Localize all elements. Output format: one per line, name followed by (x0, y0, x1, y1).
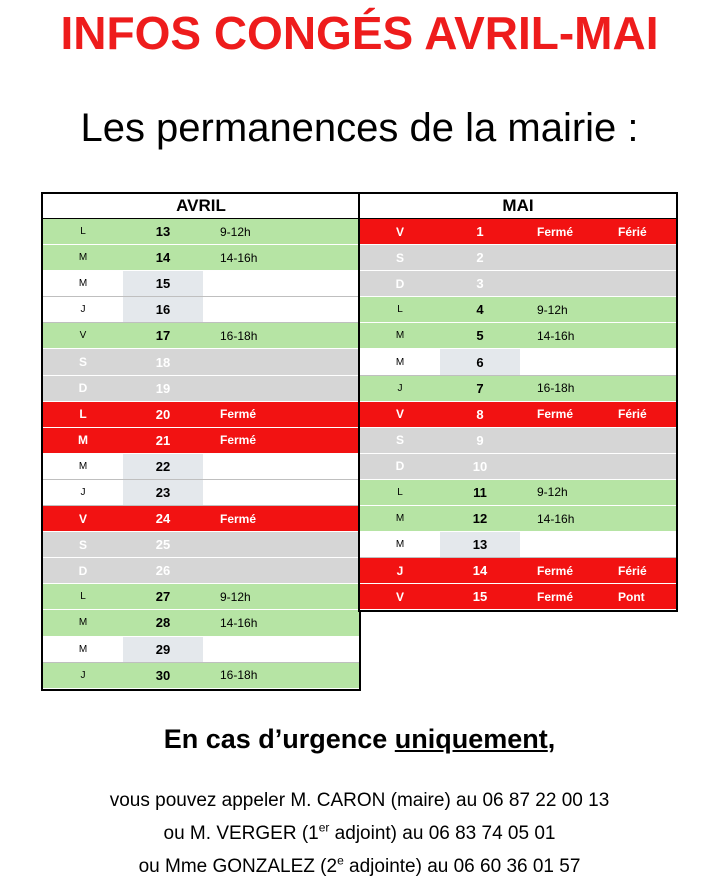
hours-cell (537, 245, 627, 270)
table-row (43, 558, 359, 584)
note-cell (301, 376, 357, 401)
date-cell: 23 (123, 480, 203, 505)
hours-cell: 9-12h (220, 224, 251, 239)
table-row (360, 454, 676, 480)
note-cell: Férié (618, 224, 647, 239)
hours-cell (220, 637, 310, 662)
table-header-avril: AVRIL (43, 194, 359, 219)
date-cell: 13 (155, 224, 171, 240)
table-row (43, 297, 359, 323)
note-cell (301, 454, 357, 479)
date-cell: 2 (476, 250, 484, 266)
note-cell (618, 480, 674, 505)
note-cell (301, 297, 357, 322)
note-cell: Férié (618, 407, 647, 422)
date-cell: 7 (476, 380, 484, 396)
note-cell (618, 376, 674, 401)
date-cell: 15 (123, 271, 203, 296)
table-row (360, 532, 676, 558)
note-cell (301, 637, 357, 662)
day-cell: D (395, 459, 405, 474)
day-cell: J (396, 563, 404, 578)
day-cell: M (395, 539, 405, 551)
table-row (43, 402, 359, 428)
note-cell (618, 323, 674, 348)
note-cell (618, 271, 674, 296)
date-cell: 28 (155, 615, 171, 631)
date-cell: 30 (155, 667, 171, 683)
date-cell: 9 (476, 432, 484, 448)
date-cell: 10 (472, 458, 488, 474)
table-row (43, 584, 359, 610)
day-cell: J (397, 382, 403, 394)
note-cell: Férié (618, 563, 647, 578)
note-cell (301, 245, 357, 270)
note-cell (618, 297, 674, 322)
note-cell (301, 349, 357, 374)
table-row (43, 480, 359, 506)
hours-cell (220, 558, 310, 583)
table-header-mai: MAI (360, 194, 676, 219)
day-cell: S (395, 433, 404, 448)
date-cell: 17 (155, 328, 171, 344)
hours-cell: 9-12h (220, 589, 251, 604)
note-cell (618, 532, 674, 557)
urgent-underlined: uniquement (394, 724, 548, 754)
note-cell (301, 610, 357, 635)
day-cell: M (78, 252, 88, 264)
date-cell: 22 (123, 454, 203, 479)
hours-cell (537, 271, 627, 296)
date-cell: 19 (155, 380, 171, 396)
note-cell (301, 402, 357, 427)
hours-cell: Fermé (220, 407, 257, 422)
hours-cell: Fermé (220, 433, 257, 448)
hours-cell (220, 480, 310, 505)
hours-cell: Fermé (537, 224, 574, 239)
date-cell: 25 (155, 537, 171, 553)
hours-cell: 14-16h (220, 250, 258, 265)
note-cell (301, 480, 357, 505)
date-cell: 15 (472, 589, 488, 605)
day-cell: J (80, 304, 86, 316)
table-rows-mai (360, 219, 676, 610)
table-row (43, 663, 359, 689)
hours-cell (537, 532, 627, 557)
contact-sup: e (337, 853, 344, 868)
day-cell: M (78, 643, 88, 655)
table-row (360, 245, 676, 271)
table-row (43, 219, 359, 245)
hours-cell (220, 349, 310, 374)
contact-text: ou M. VERGER (1 (163, 823, 319, 844)
page-subtitle: Les permanences de la mairie : (80, 106, 639, 150)
table-rows-avril (43, 219, 359, 689)
note-cell (301, 532, 357, 557)
table-row (43, 323, 359, 349)
table-row (43, 349, 359, 375)
day-cell: L (80, 591, 86, 603)
day-cell: V (79, 330, 87, 342)
day-cell: J (80, 486, 86, 498)
table-row (360, 584, 676, 610)
date-cell: 8 (476, 406, 484, 422)
note-cell (301, 271, 357, 296)
table-row (360, 428, 676, 454)
table-row (360, 219, 676, 245)
table-row (360, 349, 676, 375)
note-cell (301, 663, 357, 688)
day-cell: V (395, 589, 404, 604)
note-cell: Pont (618, 589, 645, 604)
hours-cell: Fermé (220, 511, 257, 526)
date-cell: 14 (472, 563, 488, 579)
day-cell: M (395, 513, 405, 525)
note-cell (301, 428, 357, 453)
date-cell: 20 (155, 406, 171, 422)
date-cell: 5 (476, 328, 484, 344)
day-cell: V (78, 511, 87, 526)
day-cell: S (78, 537, 87, 552)
hours-cell (220, 532, 310, 557)
hours-cell: 16-18h (537, 381, 575, 396)
note-cell (618, 506, 674, 531)
date-cell: 21 (155, 432, 171, 448)
hours-cell (220, 271, 310, 296)
day-cell: D (395, 276, 405, 291)
contact-text: adjointe) au 06 60 36 01 57 (343, 856, 581, 877)
day-cell: M (395, 330, 405, 342)
contact-line-2e-adjointe (0, 853, 719, 878)
date-cell: 16 (123, 297, 203, 322)
date-cell: 26 (155, 563, 171, 579)
date-cell: 6 (440, 349, 520, 374)
day-cell: M (78, 617, 88, 629)
hours-cell: 16-18h (220, 328, 258, 343)
day-cell: L (79, 407, 87, 422)
hours-cell: Fermé (537, 407, 574, 422)
page-title: INFOS CONGÉS AVRIL-MAI (60, 7, 659, 59)
table-row (43, 271, 359, 297)
table-row (360, 558, 676, 584)
date-cell: 29 (123, 637, 203, 662)
hours-cell: 14-16h (537, 511, 575, 526)
contact-sup: er (318, 820, 330, 835)
day-cell: M (395, 356, 405, 368)
table-row (360, 506, 676, 532)
date-cell: 11 (473, 484, 487, 500)
day-cell: V (395, 407, 404, 422)
hours-cell (220, 297, 310, 322)
table-row (43, 245, 359, 271)
date-cell: 27 (155, 589, 171, 605)
calendar-table-avril (41, 192, 361, 691)
note-cell (301, 584, 357, 609)
table-row (360, 480, 676, 506)
date-cell: 3 (476, 276, 484, 292)
table-row (360, 323, 676, 349)
hours-cell (220, 376, 310, 401)
contact-text: ou Mme GONZALEZ (2 (138, 856, 338, 877)
date-cell: 14 (155, 250, 171, 266)
date-cell: 13 (440, 532, 520, 557)
date-cell: 24 (155, 511, 171, 527)
contact-line-1er-adjoint (0, 820, 719, 845)
hours-cell: Fermé (537, 563, 574, 578)
urgent-text: En cas d’urgence (163, 724, 395, 754)
hours-cell (537, 349, 627, 374)
hours-cell: 9-12h (537, 302, 568, 317)
hours-cell (537, 428, 627, 453)
day-cell: S (78, 355, 87, 370)
table-row (43, 428, 359, 454)
hours-cell (220, 454, 310, 479)
table-row (43, 506, 359, 532)
hours-cell: 9-12h (537, 485, 568, 500)
date-cell: 12 (472, 511, 488, 527)
day-cell: S (395, 250, 404, 265)
table-row (43, 376, 359, 402)
day-cell: L (397, 486, 403, 498)
date-cell: 1 (476, 224, 484, 240)
note-cell (618, 428, 674, 453)
hours-cell (537, 454, 627, 479)
table-row (360, 271, 676, 297)
hours-cell: 14-16h (220, 615, 258, 630)
day-cell: D (78, 563, 88, 578)
table-row (43, 637, 359, 663)
table-row (360, 376, 676, 402)
calendar-table-mai (358, 192, 678, 612)
contact-line-maire: vous pouvez appeler M. CARON (maire) au 06 87 22 00 13 (109, 790, 610, 811)
hours-cell: Fermé (537, 589, 574, 604)
date-cell: 18 (155, 354, 171, 370)
note-cell (618, 349, 674, 374)
urgent-comma: , (547, 724, 556, 754)
day-cell: M (78, 278, 88, 290)
table-row (360, 297, 676, 323)
note-cell (618, 245, 674, 270)
note-cell (301, 558, 357, 583)
day-cell: L (80, 226, 86, 238)
day-cell: J (80, 669, 86, 681)
hours-cell: 16-18h (220, 668, 258, 683)
day-cell: D (78, 381, 88, 396)
day-cell: M (78, 433, 88, 448)
day-cell: L (397, 304, 403, 316)
urgent-heading (0, 724, 719, 755)
table-row (43, 610, 359, 636)
note-cell (301, 323, 357, 348)
table-row (360, 402, 676, 428)
date-cell: 4 (476, 302, 484, 318)
hours-cell: 14-16h (537, 328, 575, 343)
table-row (43, 532, 359, 558)
day-cell: V (395, 224, 404, 239)
contact-text: adjoint) au 06 83 74 05 01 (329, 823, 556, 844)
table-row (43, 454, 359, 480)
day-cell: M (78, 460, 88, 472)
note-cell (301, 219, 357, 244)
note-cell (618, 454, 674, 479)
note-cell (301, 506, 357, 531)
